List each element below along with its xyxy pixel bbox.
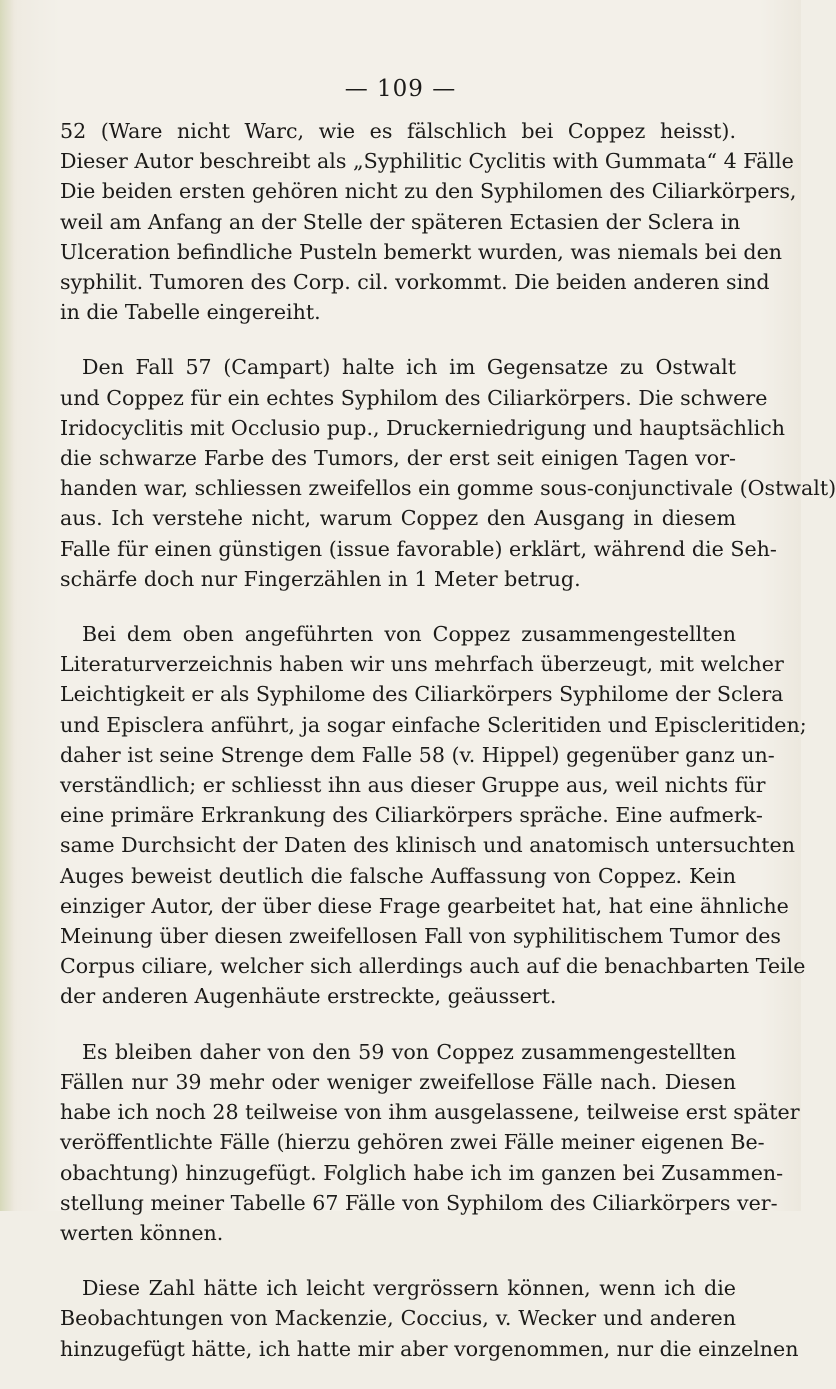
text-line: Meinung über diesen zweifellosen Fall von syphilitischem Tumor des: [60, 924, 782, 949]
text-line: der anderen Augenhäute erstreckte, geäussert.: [60, 984, 557, 1009]
text-line: Leichtigkeit er als Syphilome des Ciliarkörpers Syphilome der Sclera: [60, 682, 784, 707]
text-line: und Coppez für ein echtes Syphilom des Ciliarkörpers. Die schwere: [60, 385, 768, 410]
text-line: Die beiden ersten gehören nicht zu den Syphilomen des Ciliarkörpers,: [60, 179, 797, 204]
page-number: — 109 —: [344, 76, 457, 102]
text-line: habe ich noch 28 teilweise von ihm ausgelassene, teilweise erst später: [60, 1100, 800, 1125]
text-line: eine primäre Erkrankung des Ciliarkörpers spräche. Eine aufmerk-: [60, 803, 763, 828]
paragraph-4: [60, 1037, 800, 1248]
paragraph-3: [60, 619, 807, 1012]
text-line: in die Tabelle eingereiht.: [60, 300, 321, 325]
text-line: und Episclera anführt, ja sogar einfache Scleritiden und Episcleritiden;: [60, 712, 807, 737]
text-line: die schwarze Farbe des Tumors, der erst seit einigen Tagen vor-: [60, 446, 736, 471]
text-line: Corpus ciliare, welcher sich allerdings auch auf die benachbarten Teile: [60, 954, 806, 979]
text-line: Falle für einen günstigen (issue favorable) erklärt, während die Seh-: [60, 536, 777, 561]
text-line: Den Fall 57 (Campart) halte ich im Gegensatze zu Ostwalt: [82, 355, 736, 380]
text-line: Beobachtungen von Mackenzie, Coccius, v. Wecker und anderen: [60, 1306, 736, 1331]
text-line: weil am Anfang an der Stelle der späteren Ectasien der Sclera in: [60, 209, 741, 234]
paragraph-2: [60, 352, 836, 594]
text-line: Auges beweist deutlich die falsche Auffassung von Coppez. Kein: [60, 863, 736, 888]
text-line: Ulceration befindliche Pusteln bemerkt wurden, was niemals bei den: [60, 239, 783, 264]
text-line: werten können.: [60, 1220, 224, 1245]
text-line: same Durchsicht der Daten des klinisch und anatomisch untersuchten: [60, 833, 795, 858]
text-line: handen war, schliessen zweifellos ein gomme sous-conjunctivale (Ostwalt): [60, 476, 836, 501]
text-line: stellung meiner Tabelle 67 Fälle von Syphilom des Ciliarkörpers ver-: [60, 1190, 778, 1215]
text-line: Iridocyclitis mit Occlusio pup., Druckerniedrigung und hauptsächlich: [60, 415, 785, 440]
text-line: Literaturverzeichnis haben wir uns mehrfach überzeugt, mit welcher: [60, 652, 784, 677]
text-line: veröffentlichte Fälle (hierzu gehören zwei Fälle meiner eigenen Be-: [60, 1130, 765, 1155]
text-line: aus. Ich verstehe nicht, warum Coppez den Ausgang in diesem: [60, 506, 736, 531]
text-line: syphilit. Tumoren des Corp. cil. vorkommt. Die beiden anderen sind: [60, 270, 770, 295]
text-line: obachtung) hinzugefügt. Folglich habe ich im ganzen bei Zusammen-: [60, 1160, 784, 1185]
text-line: Diese Zahl hätte ich leicht vergrössern können, wenn ich die: [82, 1276, 736, 1301]
paragraph-5: [60, 1273, 799, 1364]
body-text: [60, 116, 836, 1389]
text-line: Fällen nur 39 mehr oder weniger zweifellose Fälle nach. Diesen: [60, 1069, 736, 1094]
text-line: einziger Autor, der über diese Frage gearbeitet hat, hat eine ähnliche: [60, 893, 789, 918]
text-line: Bei dem oben angeführten von Coppez zusammengestellten: [82, 622, 736, 647]
text-line: 52 (Ware nicht Warc, wie es fälschlich bei Coppez heisst).: [60, 119, 736, 143]
paragraph-1: [60, 116, 797, 327]
text-line: Es bleiben daher von den 59 von Coppez zusammengestellten: [82, 1039, 736, 1064]
text-line: daher ist seine Strenge dem Falle 58 (v. Hippel) gegenüber ganz un-: [60, 742, 775, 767]
text-line: schärfe doch nur Fingerzählen in 1 Meter betrug.: [60, 566, 581, 591]
text-line: verständlich; er schliesst ihn aus dieser Gruppe aus, weil nichts für: [60, 773, 766, 798]
text-line: Dieser Autor beschreibt als „Syphilitic Cyclitis with Gummata“ 4 Fälle: [60, 149, 794, 174]
page-binding-edge: [0, 0, 14, 1211]
text-line: hinzugefügt hätte, ich hatte mir aber vorgenommen, nur die einzelnen: [60, 1336, 799, 1361]
